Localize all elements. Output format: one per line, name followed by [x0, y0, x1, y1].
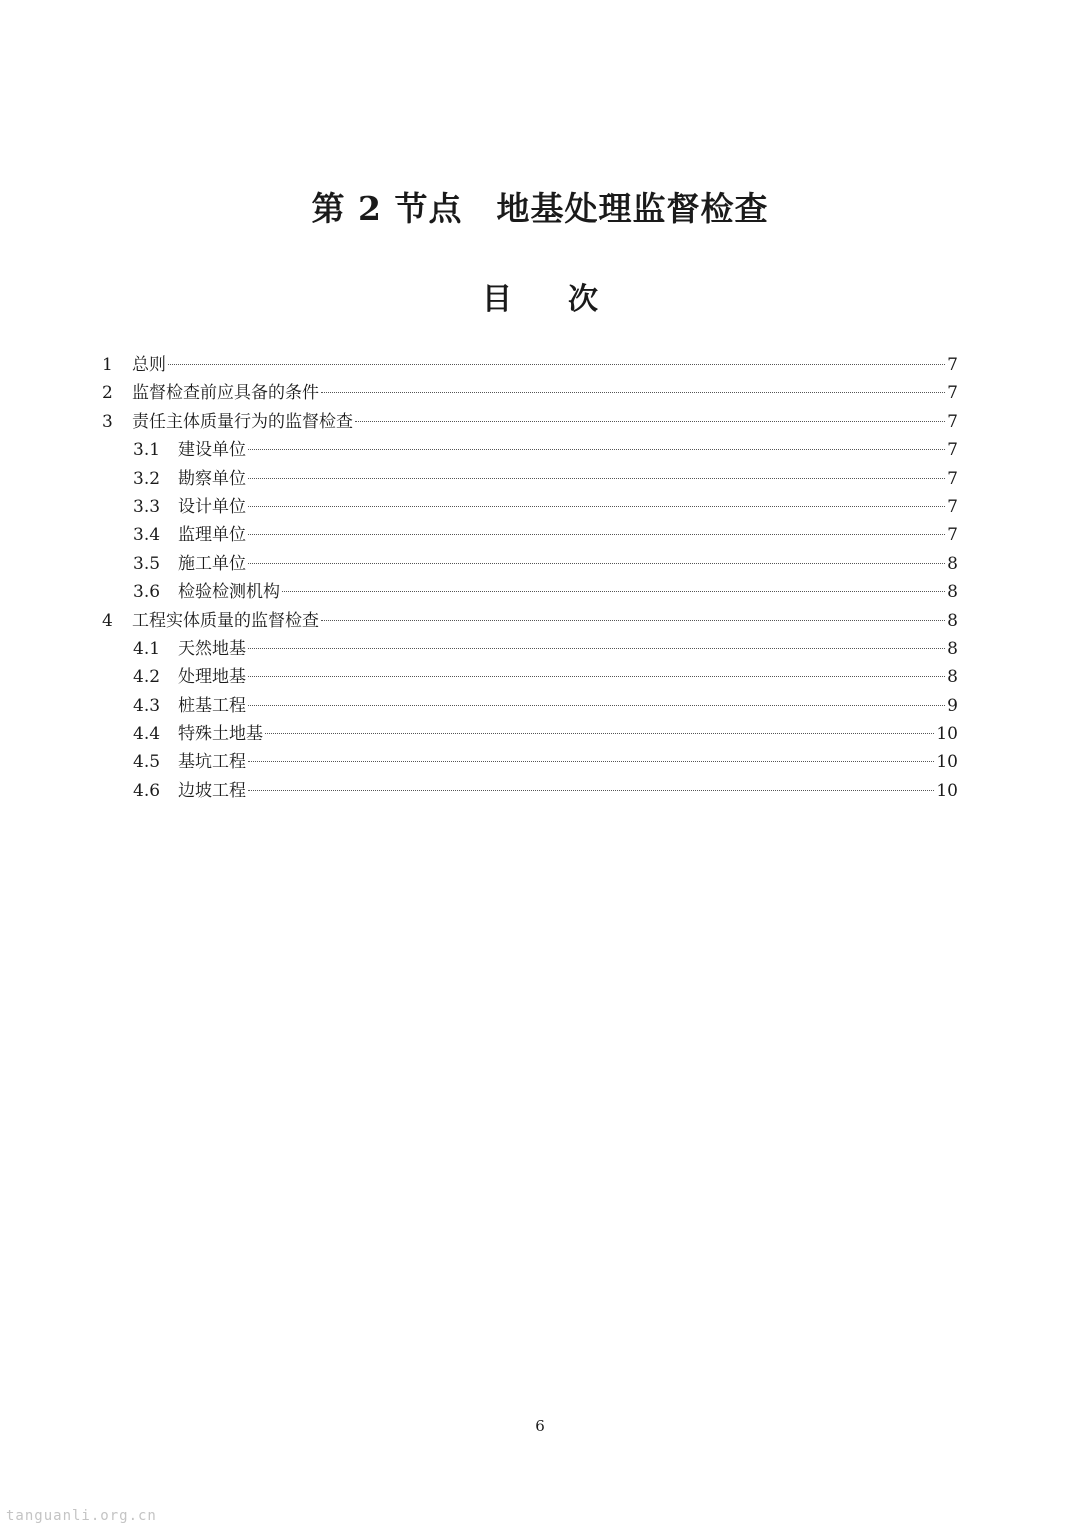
toc-entry-page: 8	[947, 610, 958, 631]
toc-leader	[248, 761, 934, 762]
toc-entry-label: 设计单位	[178, 496, 246, 517]
toc-leader	[282, 591, 945, 592]
toc-entry-3-6[interactable]	[102, 578, 958, 606]
toc-entry-label: 施工单位	[178, 553, 246, 574]
toc-entry-page: 7	[947, 411, 958, 432]
toc-leader	[355, 421, 945, 422]
toc-entry-number: 3.5	[133, 553, 161, 574]
toc-entry-label: 天然地基	[178, 638, 246, 659]
toc-leader	[248, 705, 945, 706]
toc-entry-4-6[interactable]	[102, 777, 958, 805]
toc-entry-3-5[interactable]	[102, 550, 958, 578]
page-number: 6	[535, 1417, 545, 1435]
toc-entry-label: 监理单位	[178, 525, 246, 546]
toc-entry-number: 4.6	[133, 780, 161, 801]
toc-entry-number: 1	[102, 355, 113, 375]
toc-entry-page: 10	[936, 780, 958, 801]
toc-entry-4-4[interactable]	[102, 720, 958, 748]
toc-entry-2[interactable]	[102, 379, 958, 407]
toc-entry-label: 处理地基	[178, 667, 246, 688]
toc-entry-4-1[interactable]	[102, 635, 958, 663]
toc-leader	[321, 620, 945, 621]
toc-entry-number: 3.1	[133, 440, 161, 461]
toc-entry-label: 特殊土地基	[178, 724, 263, 745]
toc-entry-number: 3.6	[133, 582, 161, 603]
toc-entry-4-3[interactable]	[102, 692, 958, 720]
toc-leader	[168, 364, 945, 365]
toc-leader	[248, 563, 945, 564]
toc-entry-3-1[interactable]	[102, 436, 958, 464]
toc-entry-page: 9	[947, 695, 958, 716]
toc-entry-3[interactable]	[102, 408, 958, 436]
toc-entry-label: 建设单位	[178, 440, 246, 461]
toc-entry-number: 3	[102, 411, 113, 432]
toc-entry-3-3[interactable]	[102, 493, 958, 521]
toc-entry-label: 总则	[132, 355, 166, 375]
toc-entry-label: 桩基工程	[178, 695, 246, 716]
toc-entry-number: 3.2	[133, 468, 161, 489]
toc-leader	[248, 506, 945, 507]
toc-entry-page: 8	[947, 582, 958, 603]
toc-entry-label: 边坡工程	[178, 780, 246, 801]
toc-entry-page: 7	[947, 468, 958, 489]
toc-entry-number: 4.1	[133, 638, 161, 659]
toc-entry-4-5[interactable]	[102, 748, 958, 776]
toc-entry-3-2[interactable]	[102, 465, 958, 493]
toc-leader	[248, 534, 945, 535]
toc-entry-page: 8	[947, 553, 958, 574]
toc-entry-page: 10	[936, 752, 958, 773]
toc-entry-number: 4	[102, 610, 113, 631]
toc-entry-label: 勘察单位	[178, 468, 246, 489]
toc-entry-page: 7	[947, 496, 958, 517]
toc-entry-label: 监督检查前应具备的条件	[132, 383, 319, 404]
toc-entry-label: 检验检测机构	[178, 582, 280, 603]
toc-leader	[248, 676, 945, 677]
toc-entry-page: 7	[947, 525, 958, 546]
toc-entry-number: 4.2	[133, 667, 161, 688]
toc-leader	[321, 392, 945, 393]
toc-leader	[248, 478, 945, 479]
toc-entry-page: 7	[947, 440, 958, 461]
toc-leader	[248, 790, 934, 791]
toc-entry-page: 7	[947, 383, 958, 404]
table-of-contents	[102, 351, 958, 805]
document-title: 第 2 节点 地基处理监督检查	[311, 189, 769, 228]
toc-entry-number: 2	[102, 383, 113, 404]
toc-entry-number: 4.5	[133, 752, 161, 773]
toc-leader	[265, 733, 934, 734]
toc-heading: 目次	[482, 282, 654, 317]
toc-leader	[248, 449, 945, 450]
watermark: tanguanli.org.cn	[6, 1508, 157, 1524]
toc-entry-page: 8	[947, 667, 958, 688]
toc-entry-number: 3.3	[133, 496, 161, 517]
toc-leader	[248, 648, 945, 649]
toc-entry-4[interactable]	[102, 607, 958, 635]
toc-entry-4-2[interactable]	[102, 663, 958, 691]
toc-entry-page: 7	[947, 355, 958, 375]
toc-entry-page: 8	[947, 638, 958, 659]
toc-entry-page: 10	[936, 724, 958, 745]
toc-entry-1[interactable]	[102, 351, 958, 379]
toc-entry-3-4[interactable]	[102, 521, 958, 549]
toc-entry-label: 基坑工程	[178, 752, 246, 773]
toc-entry-label: 责任主体质量行为的监督检查	[132, 411, 353, 432]
toc-entry-label: 工程实体质量的监督检查	[132, 610, 319, 631]
toc-entry-number: 3.4	[133, 525, 161, 546]
toc-entry-number: 4.3	[133, 695, 161, 716]
toc-entry-number: 4.4	[133, 724, 161, 745]
